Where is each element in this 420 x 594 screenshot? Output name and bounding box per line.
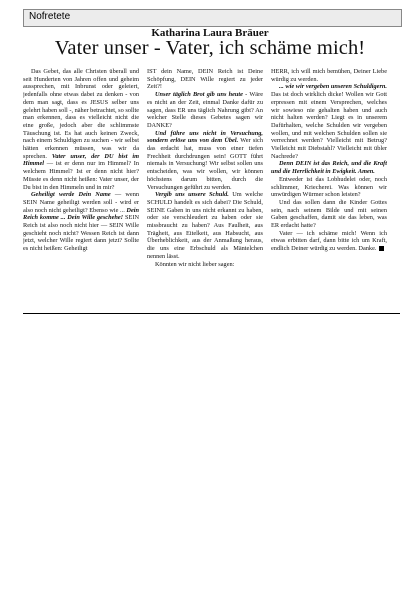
paragraph: Vater — ich schäme mich! Wenn ich etwas erbitten darf, dann bitte ich um Kraft, endlich Deiner würdig zu werden. Danke.	[271, 229, 387, 253]
emphasis: Unser täglich Brot gib uns heute	[155, 91, 243, 99]
section-header-bar	[23, 9, 402, 27]
text-column-3	[271, 68, 387, 308]
paragraph: Geheiligt werde Dein Name — wenn SEIN Name geheiligt werden soll - wird er also noch nicht geheiligt? Ebenso wie ... Dein Reich komme ... Dein Wille geschehe! SEIN Reich ist also noch nicht hier — SEIN Wille geschieht noch nicht? Wessen Reich ist dann jetzt, welcher Wille regiert dann jetzt? Sollte es nicht heißen: Geheiligt	[23, 191, 139, 253]
emphasis: Vergib uns unsere Schuld.	[155, 191, 229, 199]
paragraph: Und führe uns nicht in Versuchung, sondern erlöse uns von dem Übel. Wer sich das erdacht hat, muss von einer tiefen Frechheit durchdrungen sein! GOTT führt niemals in Versuchung! Wir selbst sollen uns entscheiden, was wir wollen, wir können höchstens darum bitten, durch die Versuchungen geführt zu werden.	[147, 129, 263, 191]
paragraph: HERR, ich will mich bemühen, Deiner Liebe würdig zu werden.	[271, 68, 387, 83]
emphasis: Vater unser, der DU bist im Himmel	[23, 152, 139, 168]
emphasis: Dein Reich komme ... Dein Wille geschehe!	[23, 206, 139, 222]
paragraph	[271, 160, 387, 175]
text-column-1	[23, 68, 139, 308]
paragraph: Und das sollen dann die Kinder Gottes sein, nach seinem Bilde und mit seinen Gaben geschaffen, damit sie das leben, was ER erdacht hatte?	[271, 198, 387, 230]
paragraph: ... wie wir vergeben unseren Schuldigern. Das ist doch wirklich dicke! Wollen wir Gott erpressen mit einem Versprechen, welches wir sowieso nie gehalten haben und auch nicht halten werden? Liegt es in unserem Dafürhalten, welche Schulden wir vergeben wollen, und mit welchen Schulden sollen sie verrechnet werden? Vielleicht mit Betrug? Vielleicht mit Diebstahl? Vielleicht mit übler Nachrede?	[271, 83, 387, 160]
emphasis: Und führe uns nicht in Versuchung, sondern erlöse uns von dem Übel.	[147, 129, 263, 145]
text-column-2	[147, 68, 263, 308]
paragraph: Das Gebet, das alle Christen überall und seit Hunderten von Jahren offen und geheim aussprechen, mit Inbrunst oder geleiert, jedenfalls ohne etwas dabei zu denken - von dem man sagt, dass es JESUS selber uns gelehrt haben soll -, näher betrachtet, so sollte man erkennen, dass es vielleicht nicht die eine große, jedoch aber die schlimmste Täuschung ist. Es hat auch keinen Zweck, nach einem Schuldigen zu suchen - wir selbst hätten erkennen müssen, was wir da sprechen. Vater unser, der DU bist im Himmel — ist er denn nur im Himmel? In welchem Himmel? Ist er denn nicht hier? Müsste es denn nicht heißen: Vater unser, der Du bist in den Himmeln und in mir?	[23, 68, 139, 191]
paragraph: Entweder ist das Lobhudelei oder, noch schlimmer, Kriecherei. Was können wir unwürdigen Würmer schon leisten?	[271, 175, 387, 199]
paragraph: Vergib uns unsere Schuld. Um welche SCHULD handelt es sich dabei? Die Schuld, SEINE Gaben in uns nicht erkannt zu haben, oder sie verschleudert zu haben oder sie missbraucht zu haben? Aus Faulheit, aus Trägheit, aus Eitelkeit, aus Habsucht, aus Überheblichkeit, aus der Anmaßung heraus, die uns eine Erbschuld als Mäntelchen nennen lässt.	[147, 191, 263, 260]
article-body	[23, 68, 400, 308]
paragraph: Unser täglich Brot gib uns heute - Wäre es nicht an der Zeit, einmal Danke dafür zu sagen, dass ER uns täglich Nahrung gibt? An welcher Stelle dieses Gebetes sagen wir DANKE?	[147, 91, 263, 129]
emphasis: Denn DEIN ist das Reich, und die Kraft und die Herrlichkeit in Ewigkeit. Amen.	[271, 160, 387, 176]
emphasis: ... wie wir vergeben unseren Schuldigern.	[279, 83, 387, 91]
article-author: Katharina Laura Bräuer	[151, 27, 269, 39]
end-mark-icon	[379, 246, 384, 251]
paragraph: IST dein Name, DEIN Reich ist Deine Schöpfung, DEIN Wille regiert zu jeder Zeit?!	[147, 68, 263, 91]
article-title: Vater unser - Vater, ich schäme mich!	[54, 37, 366, 59]
bottom-rule	[23, 313, 400, 314]
emphasis: Geheiligt werde Dein Name	[31, 191, 111, 199]
paragraph: Könnten wir nicht lieber sagen:	[155, 260, 235, 268]
section-label: Nofretete	[29, 11, 71, 22]
